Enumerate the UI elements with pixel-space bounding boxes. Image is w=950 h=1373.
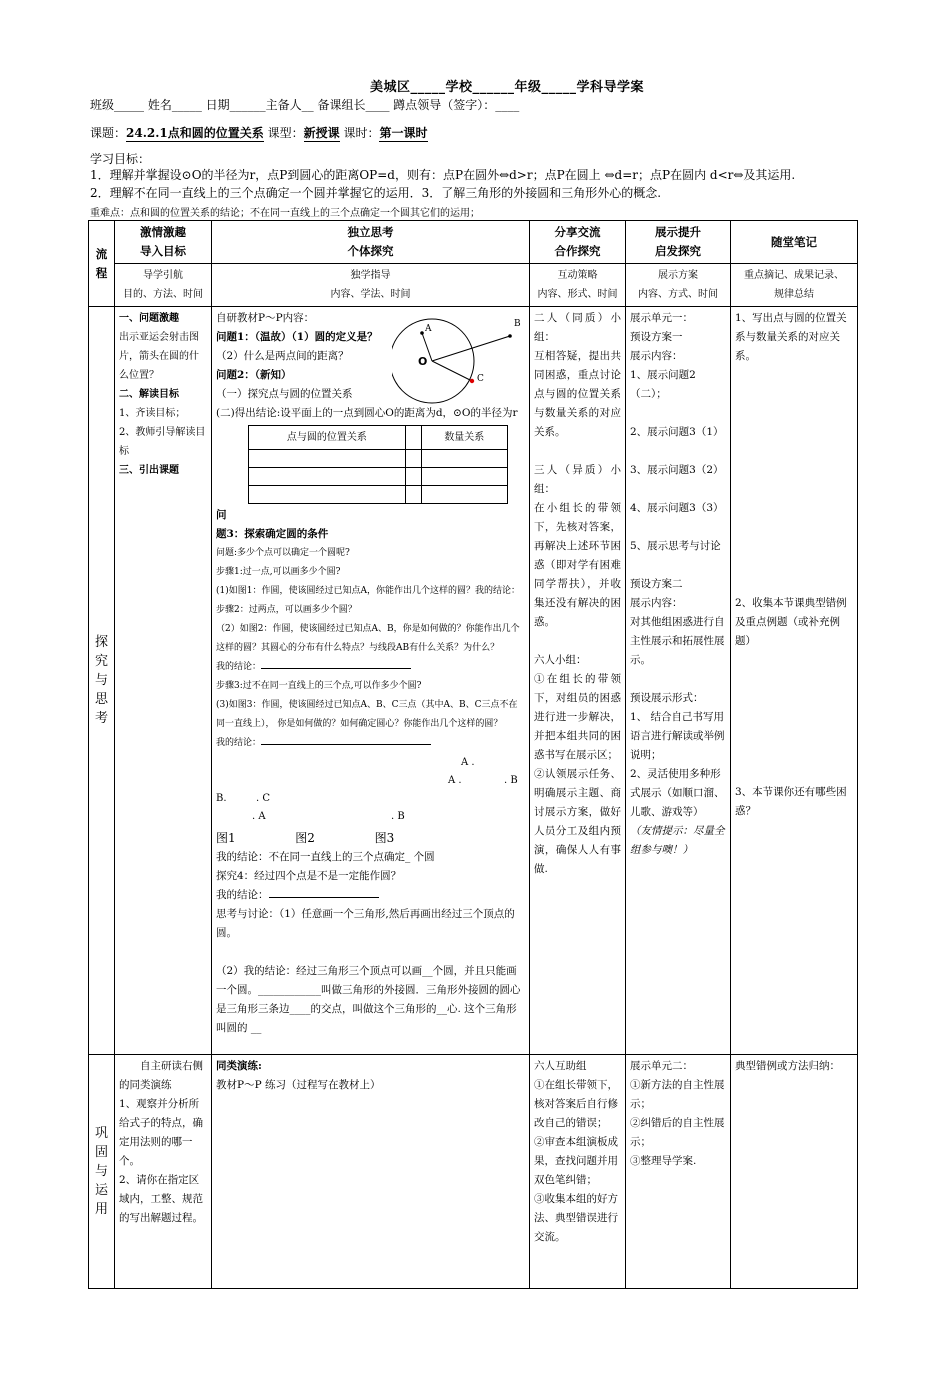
header-col4: 展示提升 启发探究 <box>626 221 731 264</box>
col4-section2: 展示单元二： ①新方法的自主性展示； ②纠错后的自主性展示； ③整理导学案. <box>626 1055 731 1289</box>
point-b <box>508 334 512 338</box>
section-explore-label: 探究与思考 <box>89 307 115 1055</box>
point-a <box>420 331 424 335</box>
subheader-col3: 互动策略 内容、形式、时间 <box>530 264 626 307</box>
header-col3: 分享交流 合作探究 <box>530 221 626 264</box>
col1-section1: 一、问题激趣 出示亚运会射击图片，箭头在圆的什么位置？ 二、解读目标 1、齐读目标； 2、教师引导解读目标 三、引出课题 <box>115 307 212 1055</box>
objective-1: 1．理解并掌握设⊙O的半径为r，点P到圆心的距离OP=d，则有：点P在圆外⇔d>r；点P在圆上 ⇔d=r；点P在圆内 d<r⇔及其运用. <box>90 168 796 182</box>
fig1-label: 图1 <box>216 831 236 845</box>
objectives-label: 学习目标： <box>90 152 151 166</box>
relation-table: 点与圆的位置关系 数量关系 <box>248 425 508 504</box>
header-flow: 流程 <box>89 221 115 307</box>
subheader-col5: 重点摘记、成果记录、 规律总结 <box>731 264 858 307</box>
fig2-label: 图2 <box>295 831 315 845</box>
objective-2: 2．理解不在同一直线上的三个点确定一个圆并掌握它的运用．3．了解三角形的外接圆和三角形外心的概念. <box>90 186 662 200</box>
col5-section1: 1、写出点与圆的位置关系与数量关系的对应关系。 2、收集本节课典型错例及重点例题（或补充例题） 3、本节课你还有哪些困惑？ <box>731 307 858 1055</box>
key-points: 重难点：点和圆的位置关系的结论；不在同一直线上的三个点确定一个圆其它们的运用； <box>90 208 480 219</box>
circle-diagram <box>392 311 524 411</box>
col4-section1: 展示单元一： 预设方案一 展示内容： 1、展示问题2（二）； 2、展示问题3（1） 3、展示问题3（2） 4、展示问题3（3） 5、展示思考与讨论 预设方案二 展示内容： 对其他组困惑进行自主性展示和拓展性展示。 预设展示形式： 1、 结合自己书写用语言进行解读或举例说明； 2、灵活使用多种形式展示（如顺口溜、儿歌、游戏等） （友情提示：尽量全组参与噢！） <box>626 307 731 1055</box>
fig3-label: 图3 <box>374 831 395 845</box>
lesson-title: 24.2.1点和圆的位置关系 <box>126 126 264 140</box>
lesson-prefix: 课题： <box>90 126 127 140</box>
period-label: 课时： <box>343 126 380 140</box>
lesson-table <box>88 220 858 1289</box>
col3-section2: 六人互助组 ①在组长带领下，核对答案后自行修改自己的错误； ②审查本组演板成果，查找问题并用双色笔纠错； ③收集本组的好方法、典型错误进行交流。 <box>530 1055 626 1289</box>
col1-section2: 自主研读右侧的同类演练 1、观察并分析所给式子的特点，确定用法则的哪一个。 2、请你在指定区域内，工整、规范的写出解题过程。 <box>115 1055 212 1289</box>
lesson-type-label: 课型： <box>267 126 304 140</box>
header-col2: 独立思考 个体探究 <box>212 221 530 264</box>
col5-section2: 典型错例或方法归纳： <box>731 1055 858 1289</box>
subheader-col4: 展示方案 内容、方式、时间 <box>626 264 731 307</box>
page-title: 美城区_____学校______年级_____学科导学案 <box>370 80 645 95</box>
info-line: 班级_____ 姓名_____ 日期______主备人__ 备课组长____ 蹲点领导（签字）：____ <box>90 98 520 112</box>
period: 第一课时 <box>379 126 428 140</box>
point-figures: A . A . . B B. . C . A . B <box>216 757 518 822</box>
col2-section1: 自研教材P～P内容： 问题1：（温故）（1）圆的定义是？ （2）什么是两点间的距离？ 问题2：（新知） （一）探究点与圆的位置关系 (二)得出结论:设平面上的一点到圆心O的距离为d，⊙O的半径为r 点与圆的位置关系 数量关系 问 题3：探索确定圆的条件 问题:多少个点可以确定一个圆呢? 步骤1:过一点,可以画多少个圆? (1)如图1：作圆，使该圆经过已知点A，你能作出几个这样的圆？我的结论： 步骤2：过两点，可以画多少个圆？ （2）如图2：作圆，使该圆经过已知点A、B，你是如何做的？你能作出几个这样的圆？其圆心的分布有什么特点？与线段AB有什么关系？为什么？ 我的结论： 步骤3:过不在同一直线上的三个点,可以作多少个圆? (3)如图3：作圆，使该圆经过已知点A、B、C三点（其中A、B、C三点不在同一直线上）， 你是如何做的？如何确定圆心？你能作出几个这样的圆？ 我的结论： A . A . . B B. . C . A . B 图1 图2 图3 我的结论：不在同一直线上的三个点确定_ 个圆 探究4：经过四个点是不是一定能作圆？ 我的结论： 思考与讨论：（1）任意画一个三角形,然后再画出经过三个顶点的圆。 （2）我的结论：经过三角形三个顶点可以画__个圆，并且只能画一个圆。____________叫做三角形的外接圆．三角形外接圆的圆心是三角形三条边____的交点，叫做这个三角形的__心. 这个三角形叫圆的 __ A B C O <box>212 307 530 1055</box>
header-col5: 随堂笔记 <box>731 221 858 264</box>
header-col1: 激情激趣 导入目标 <box>115 221 212 264</box>
svg-text:C: C <box>477 374 484 384</box>
svg-text:B: B <box>514 319 521 329</box>
svg-text:A: A <box>425 324 432 334</box>
col2-section2: 同类演练: 教材P～P 练习（过程写在教材上） <box>212 1055 530 1289</box>
point-c <box>470 379 474 383</box>
lesson-line <box>90 124 428 142</box>
lesson-type: 新授课 <box>303 126 340 140</box>
col3-section1: 二人（同质）小组： 互相答疑，提出共同困惑，重点讨论点与圆的位置关系与数量关系的对应关系。 三人（异质）小组： 在小组长的带领下，先核对答案，再解决上述环节困惑（即对学有困难同学帮扶），并收集还没有解决的困惑。 六人小组： ①在组长的带领下，对组员的困惑进行进一步解决，并把本组共同的困惑书写在展示区； ②认领展示任务、明确展示主题、商讨展示方案，做好人员分工及组内预演，确保人人有事做. <box>530 307 626 1055</box>
section-practice-label: 巩固与运用 <box>89 1055 115 1289</box>
subheader-col2: 独学指导 内容、学法、时间 <box>212 264 530 307</box>
subheader-col1: 导学引航 目的、方法、时间 <box>115 264 212 307</box>
svg-text:O: O <box>418 355 428 368</box>
